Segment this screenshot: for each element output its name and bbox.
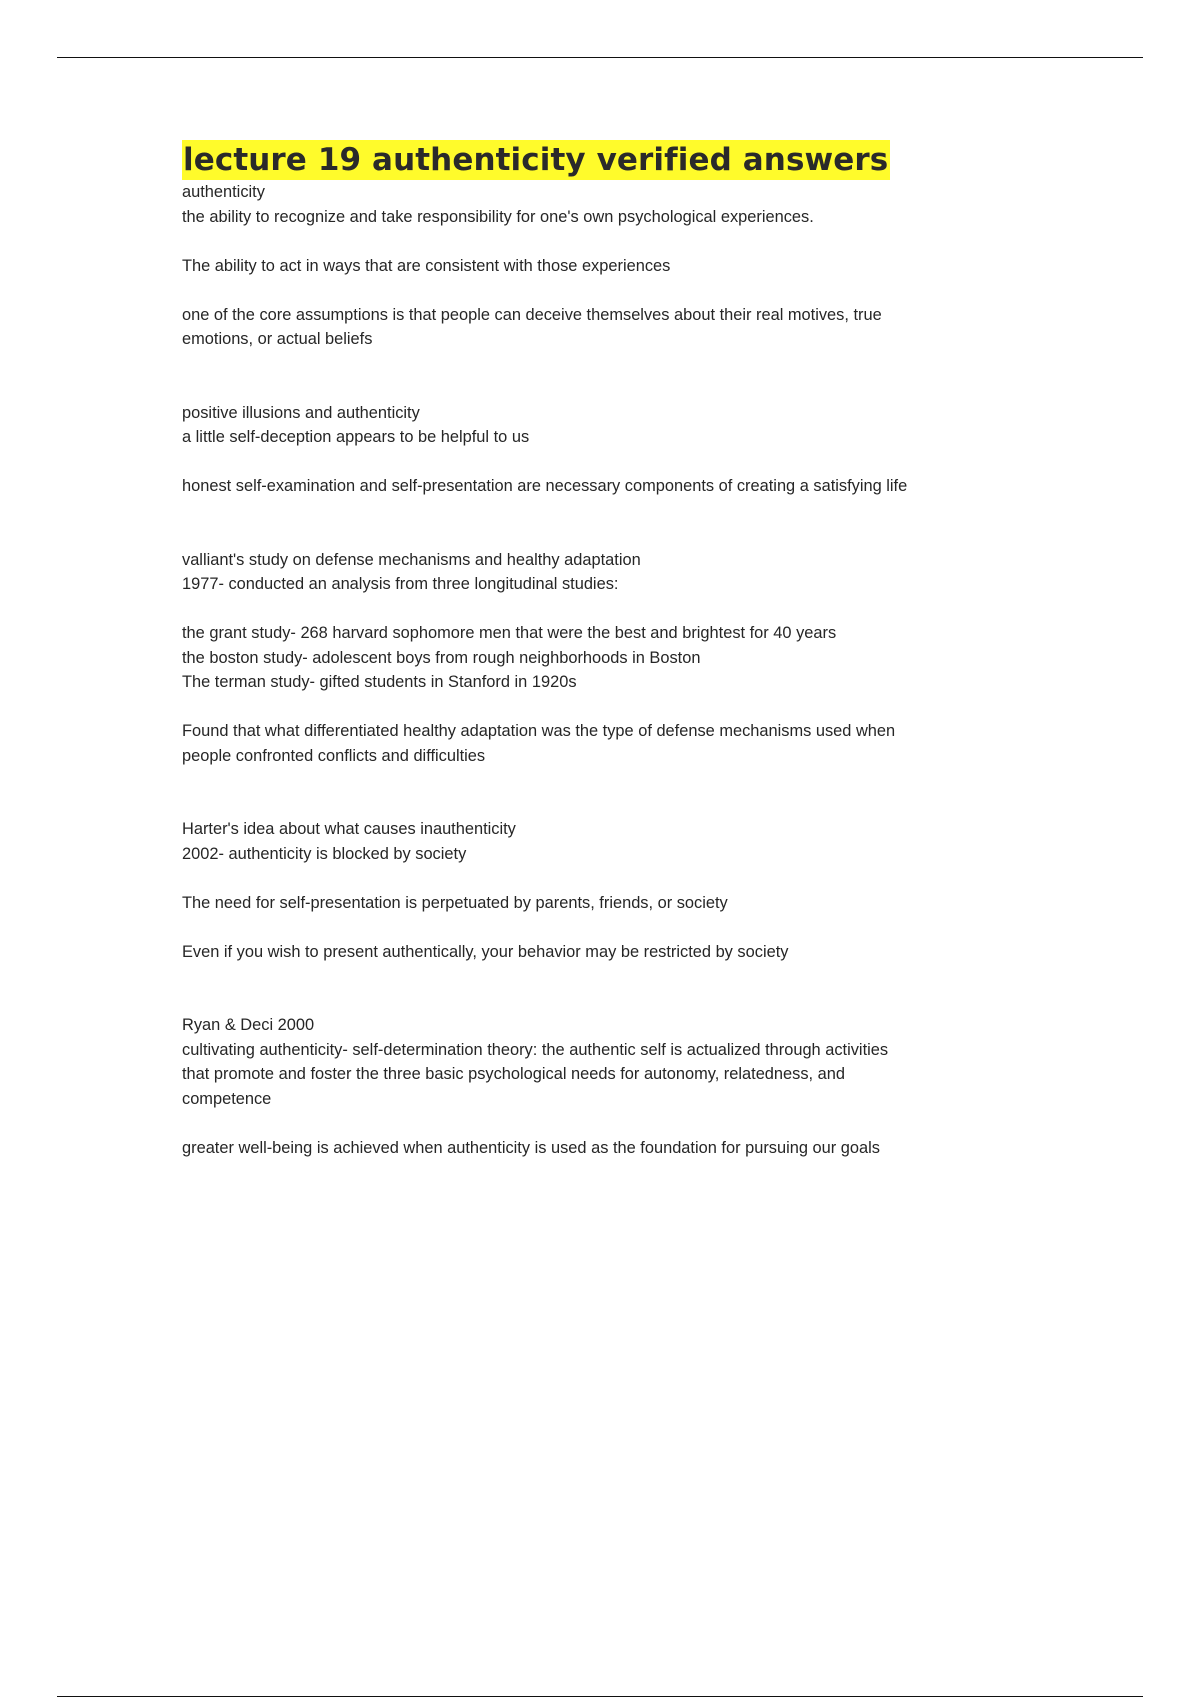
paragraph-spacer: [182, 597, 1022, 622]
section-spacer: [182, 499, 1022, 548]
flashcard-term: Harter's idea about what causes inauthenticity: [182, 820, 516, 838]
footer-rule: [57, 1696, 1143, 1697]
section-spacer: [182, 964, 1022, 1013]
paragraph-spacer: [182, 1111, 1022, 1136]
paragraph-spacer: [182, 915, 1022, 940]
flashcard: [182, 1013, 1022, 1160]
paragraph-spacer: [182, 695, 1022, 720]
flashcard-definition-line: cultivating authenticity- self-determination theory: the authentic self is actualized through activities: [182, 1040, 889, 1059]
flashcard: [182, 548, 1022, 769]
flashcard-definition-line: greater well-being is achieved when authenticity is used as the foundation for pursuing our goals: [182, 1138, 880, 1157]
section-spacer: [182, 352, 1022, 401]
flashcard: [182, 180, 1022, 352]
flashcard-definition-line: The ability to act in ways that are consistent with those experiences: [182, 256, 671, 275]
flashcard-term: valliant's study on defense mechanisms and healthy adaptation: [182, 550, 641, 569]
flashcard-definition-line: Found that what differentiated healthy adaptation was the type of defense mechanisms used when: [182, 722, 896, 740]
flashcard-definition-line: The need for self-presentation is perpetuated by parents, friends, or society: [182, 893, 728, 912]
flashcard-term: positive illusions and authenticity: [182, 403, 420, 422]
flashcard-definition-line: that promote and foster the three basic psychological needs for autonomy, relatedness, and: [182, 1065, 846, 1083]
flashcard-definition-line: honest self-examination and self-presentation are necessary components of creating a satisfying life: [182, 477, 908, 495]
flashcard-list: [182, 180, 1022, 1160]
flashcard-term: authenticity: [182, 183, 265, 201]
flashcard-definition-line: The terman study- gifted students in Stanford in 1920s: [182, 673, 577, 691]
flashcard-definition-line: the ability to recognize and take responsibility for one's own psychological experiences.: [182, 207, 814, 226]
flashcard-definition-line: the grant study- 268 harvard sophomore men that were the best and brightest for 40 years: [182, 624, 837, 642]
flashcard-definition-line: emotions, or actual beliefs: [182, 330, 373, 348]
paragraph-spacer: [182, 450, 1022, 475]
flashcard: [182, 401, 1022, 499]
paragraph-spacer: [182, 278, 1022, 303]
flashcard: [182, 817, 1022, 964]
header-rule: [57, 57, 1143, 58]
paragraph-spacer: [182, 229, 1022, 254]
flashcard-definition-line: 1977- conducted an analysis from three longitudinal studies:: [182, 575, 619, 593]
section-spacer: [182, 768, 1022, 817]
flashcard-definition-line: people confronted conflicts and difficulties: [182, 746, 486, 765]
flashcard-term: Ryan & Deci 2000: [182, 1016, 315, 1034]
flashcard-definition-line: Even if you wish to present authentically, your behavior may be restricted by society: [182, 942, 789, 961]
flashcard-definition-line: 2002- authenticity is blocked by society: [182, 844, 467, 863]
document-title: lecture 19 authenticity verified answers: [183, 142, 889, 178]
paragraph-spacer: [182, 866, 1022, 891]
flashcard-definition-line: competence: [182, 1089, 272, 1108]
document-body: [182, 140, 1022, 1160]
flashcard-definition-line: the boston study- adolescent boys from rough neighborhoods in Boston: [182, 648, 701, 667]
flashcard-definition-line: a little self-deception appears to be helpful to us: [182, 428, 530, 446]
flashcard-definition-line: one of the core assumptions is that people can deceive themselves about their real motives, true: [182, 305, 882, 324]
